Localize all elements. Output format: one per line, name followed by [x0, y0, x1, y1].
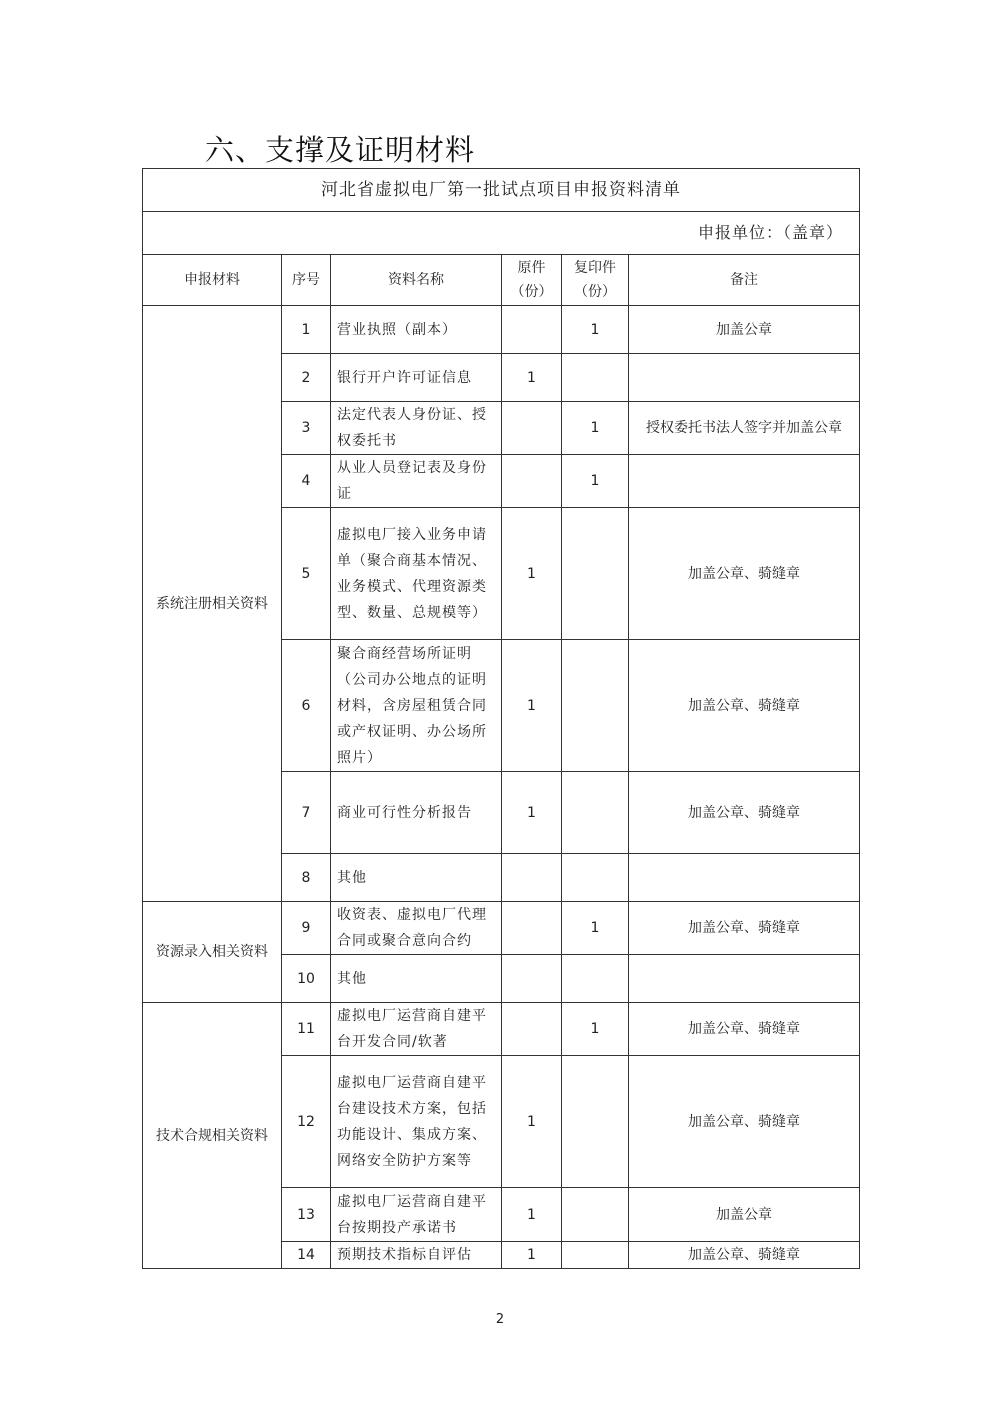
remark-cell: 加盖公章、骑缝章: [629, 1003, 860, 1056]
table-header-row: [143, 255, 860, 306]
header-name: 资料名称: [331, 255, 502, 306]
seq-cell: 3: [282, 402, 331, 455]
original-cell: [502, 955, 562, 1003]
table-row: [143, 1003, 860, 1056]
table-row: [143, 306, 860, 354]
copy-cell: 1: [562, 455, 629, 508]
name-cell: 营业执照（副本）: [331, 306, 502, 354]
seq-cell: 6: [282, 640, 331, 772]
copy-cell: 1: [562, 306, 629, 354]
remark-cell: 加盖公章、骑缝章: [629, 1242, 860, 1269]
category-cell: 技术合规相关资料: [143, 1003, 282, 1269]
header-remark: 备注: [629, 255, 860, 306]
remark-cell: [629, 354, 860, 402]
seq-cell: 13: [282, 1188, 331, 1242]
applicant-unit-label: 申报单位：（盖章）: [143, 212, 860, 255]
remark-cell: [629, 455, 860, 508]
header-original-line1: 原件: [517, 260, 546, 276]
original-cell: 1: [502, 772, 562, 854]
section-heading: 六、支撑及证明材料: [205, 133, 476, 167]
header-copy-line2: （份）: [574, 284, 616, 300]
header-copy-line1: 复印件: [574, 260, 616, 276]
remark-cell: 加盖公章、骑缝章: [629, 640, 860, 772]
original-cell: 1: [502, 354, 562, 402]
remark-cell: [629, 955, 860, 1003]
original-cell: [502, 854, 562, 902]
category-cell: 资源录入相关资料: [143, 902, 282, 1003]
name-cell: 其他: [331, 854, 502, 902]
remark-cell: [629, 854, 860, 902]
header-material: 申报材料: [143, 255, 282, 306]
original-cell: [502, 902, 562, 955]
original-cell: 1: [502, 1188, 562, 1242]
seq-cell: 9: [282, 902, 331, 955]
name-cell: 其他: [331, 955, 502, 1003]
original-cell: 1: [502, 1242, 562, 1269]
header-original-line2: （份）: [510, 284, 553, 300]
name-cell: 虚拟电厂接入业务申请单（聚合商基本情况、业务模式、代理资源类型、数量、总规模等）: [331, 508, 502, 640]
remark-cell: 加盖公章: [629, 1188, 860, 1242]
copy-cell: [562, 1242, 629, 1269]
header-seq: 序号: [282, 255, 331, 306]
remark-cell: 加盖公章、骑缝章: [629, 508, 860, 640]
remark-cell: 授权委托书法人签字并加盖公章: [629, 402, 860, 455]
name-cell: 银行开户许可证信息: [331, 354, 502, 402]
seq-cell: 5: [282, 508, 331, 640]
original-cell: [502, 1003, 562, 1056]
remark-cell: 加盖公章、骑缝章: [629, 902, 860, 955]
copy-cell: 1: [562, 402, 629, 455]
table-row: [143, 902, 860, 955]
table-title: 河北省虚拟电厂第一批试点项目申报资料清单: [143, 169, 860, 212]
seq-cell: 7: [282, 772, 331, 854]
copy-cell: [562, 772, 629, 854]
original-cell: 1: [502, 1056, 562, 1188]
seq-cell: 4: [282, 455, 331, 508]
name-cell: 聚合商经营场所证明（公司办公地点的证明材料，含房屋租赁合同或产权证明、办公场所照片）: [331, 640, 502, 772]
copy-cell: [562, 1056, 629, 1188]
remark-cell: 加盖公章、骑缝章: [629, 1056, 860, 1188]
original-cell: [502, 402, 562, 455]
seq-cell: 2: [282, 354, 331, 402]
original-cell: [502, 306, 562, 354]
materials-table: [142, 168, 860, 1269]
remark-cell: 加盖公章、骑缝章: [629, 772, 860, 854]
name-cell: 预期技术指标自评估: [331, 1242, 502, 1269]
page-number: 2: [495, 1312, 505, 1327]
seq-cell: 14: [282, 1242, 331, 1269]
copy-cell: [562, 640, 629, 772]
name-cell: 收资表、虚拟电厂代理合同或聚合意向合约: [331, 902, 502, 955]
original-cell: [502, 455, 562, 508]
copy-cell: [562, 1188, 629, 1242]
name-cell: 从业人员登记表及身份证: [331, 455, 502, 508]
category-cell: 系统注册相关资料: [143, 306, 282, 902]
copy-cell: [562, 508, 629, 640]
name-cell: 虚拟电厂运营商自建平台建设技术方案，包括功能设计、集成方案、网络安全防护方案等: [331, 1056, 502, 1188]
original-cell: 1: [502, 640, 562, 772]
seq-cell: 1: [282, 306, 331, 354]
seq-cell: 8: [282, 854, 331, 902]
name-cell: 商业可行性分析报告: [331, 772, 502, 854]
name-cell: 法定代表人身份证、授权委托书: [331, 402, 502, 455]
name-cell: 虚拟电厂运营商自建平台按期投产承诺书: [331, 1188, 502, 1242]
name-cell: 虚拟电厂运营商自建平台开发合同/软著: [331, 1003, 502, 1056]
header-copy: [562, 255, 629, 306]
seq-cell: 10: [282, 955, 331, 1003]
copy-cell: 1: [562, 902, 629, 955]
copy-cell: 1: [562, 1003, 629, 1056]
seq-cell: 12: [282, 1056, 331, 1188]
remark-cell: 加盖公章: [629, 306, 860, 354]
seq-cell: 11: [282, 1003, 331, 1056]
copy-cell: [562, 854, 629, 902]
original-cell: 1: [502, 508, 562, 640]
copy-cell: [562, 354, 629, 402]
copy-cell: [562, 955, 629, 1003]
header-original: [502, 255, 562, 306]
